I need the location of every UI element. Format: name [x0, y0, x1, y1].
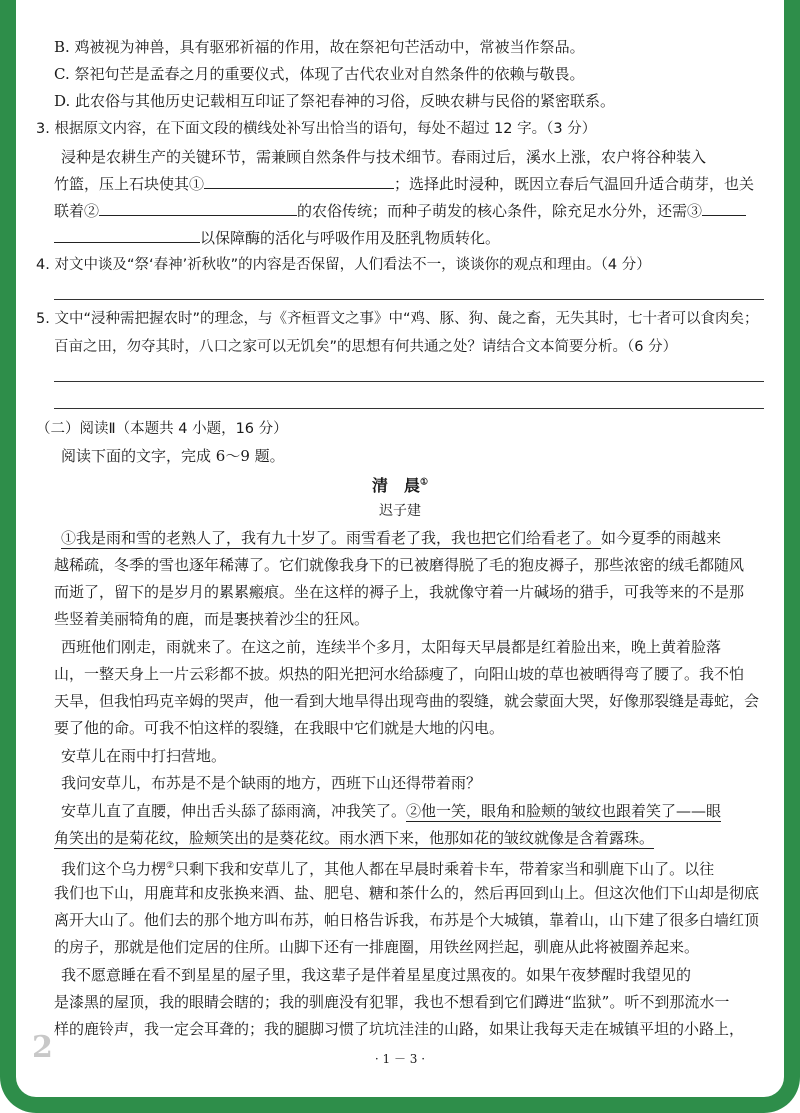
passage-p6-line-1: 我们这个乌力楞②只剩下我和安草儿了，其他人都在早晨时乘着卡车，带着家当和驯鹿下山了。以往: [61, 860, 715, 878]
underlined-sentence-1: ①我是雨和雪的老熟人了，我有九十岁了。雨雪看老了我，我也把它们给看老了。: [61, 529, 602, 547]
passage-p2-line-1: 西班他们刚走，雨就来了。在这之前，连续半个多月，太阳每天早晨都是红着脸出来，晚上黄着脸落: [61, 638, 722, 656]
answer-line-q5-1[interactable]: [54, 381, 764, 382]
q3-text-4: 以保障酶的活化与呼吸作用及胚乳物质转化。: [200, 229, 501, 247]
passage-p1-line-3: 而逝了，留下的是岁月的累累瘢痕。坐在这样的褥子上，我就像守着一片碱场的猎手，可我等来的不是那: [54, 583, 745, 601]
option-c: C. 祭祀句芒是孟春之月的重要仪式，体现了古代农业对自然条件的依赖与敬畏。: [54, 65, 585, 83]
section-2-heading: （二）阅读Ⅱ（本题共 4 小题，16 分）: [36, 421, 288, 437]
passage-p5-line-1: 安草儿直了直腰，伸出舌头舔了舔雨滴，冲我笑了。②他一笑，眼角和脸颊的皱纹也跟着笑了——眼: [61, 802, 722, 820]
q3-text-2b: ；选择此时浸种，既因立春后气温回升适合萌芽，也关: [394, 175, 755, 193]
blank-3b[interactable]: [54, 228, 200, 243]
answer-line-q5-2[interactable]: [54, 408, 764, 409]
passage-p2-line-2: 山，一整天身上一片云彩都不披。炽热的阳光把河水给舔瘦了，向阳山坡的草也被晒得弯了腰了。我不怕: [54, 665, 745, 683]
question-5-line-1: 5. 文中“浸种需把握农时”的理念，与《齐桓晋文之事》中“鸡、豚、狗、彘之畜，无失其时，七十者可以食肉矣；: [36, 311, 759, 327]
question-3-line-2: [54, 173, 754, 195]
q3-text-2a: 竹篮，压上石块使其①: [54, 175, 205, 193]
passage-p6-line-2: 我们也下山，用鹿茸和皮张换来酒、盐、肥皂、糖和茶什么的，然后再回到山上。但这次他们下山却是彻底: [54, 884, 760, 902]
question-3-line-4: [54, 227, 500, 249]
passage-p1-line-2: 越稀疏，冬季的雪也逐年稀薄了。它们就像我身下的已被磨得脱了毛的狍皮褥子，那些浓密的绒毛都随风: [54, 556, 745, 574]
passage-title: 清 晨①: [371, 476, 429, 495]
q3-text-3b: 的农俗传统；而种子萌发的核心条件，除充足水分外，还需③: [297, 202, 703, 220]
passage-p7-line-2: 是漆黑的屋顶，我的眼睛会瞎的；我的驯鹿没有犯罪，我也不想看到它们蹲进“监狱”。听不到那流水一: [54, 993, 730, 1011]
passage-p6-line-4: 的房子，那就是他们定居的住所。山脚下还有一排鹿圈，用铁丝网拦起，驯鹿从此将被圈养起来。: [54, 938, 700, 956]
q3-text-3a: 联着②: [54, 202, 100, 220]
question-3-line-1: 浸种是农耕生产的关键环节，需兼顾自然条件与技术细节。春雨过后，溪水上涨，农户将谷种装入: [61, 148, 707, 166]
blank-2[interactable]: [99, 201, 297, 216]
question-3-stem: 3. 根据原文内容，在下面文段的横线处补写出恰当的语句，每处不超过 12 字。（3 分）: [36, 121, 597, 137]
blank-1[interactable]: [204, 174, 394, 189]
question-4-stem: 4. 对文中谈及“祭‘春神’祈秋收”的内容是否保留，人们看法不一，谈谈你的观点和理由。（4 分）: [36, 257, 651, 273]
section-2-instruction: 阅读下面的文字，完成 6～9 题。: [61, 447, 285, 465]
passage-p3: 安草儿在雨中打扫营地。: [61, 747, 227, 765]
question-3-line-3: [54, 200, 746, 222]
option-d: D. 此农俗与其他历史记载相互印证了祭祀春神的习俗，反映农耕与民俗的紧密联系。: [54, 92, 616, 110]
passage-p2-line-3: 天旱，但我怕玛克辛姆的哭声，他一看到大地旱得出现弯曲的裂缝，就会蒙面大哭，好像那裂缝是毒蛇，会: [54, 692, 760, 710]
answer-line-q4[interactable]: [54, 299, 764, 300]
passage-p4: 我问安草儿，布苏是不是个缺雨的地方，西班下山还得带着雨？: [61, 774, 482, 792]
page-number: · 1 － 3 ·: [374, 1052, 426, 1066]
underlined-sentence-2b: 角笑出的是菊花纹，脸颊笑出的是葵花纹。雨水洒下来，他那如花的皱纹就像是含着露珠。: [54, 829, 655, 847]
passage-p1-line-4: 些竖着美丽犄角的鹿，而是裹挟着沙尘的狂风。: [54, 610, 370, 628]
option-b: B. 鸡被视为神兽，具有驱邪祈福的作用，故在祭祀句芒活动中，常被当作祭品。: [54, 38, 585, 56]
passage-author: 迟子建: [379, 503, 421, 519]
footnote-mark-2: ②: [166, 861, 175, 871]
passage-p6-line-3: 离开大山了。他们去的那个地方叫布苏，帕日格告诉我，布苏是个大城镇，靠着山，山下建了很多白墙红顶: [54, 911, 760, 929]
passage-p7-line-3: 样的鹿铃声，我一定会耳聋的；我的腿脚习惯了坑坑洼洼的山路，如果让我每天走在城镇平坦的小路上，: [54, 1020, 745, 1038]
passage-p1-line-1: ①我是雨和雪的老熟人了，我有九十岁了。雨雪看老了我，我也把它们给看老了。如今夏季的雨越来: [61, 529, 722, 547]
passage-p2-line-4: 要了他的命。可我不怕这样的裂缝，在我眼中它们就是大地的闪电。: [54, 719, 505, 737]
corner-page-number: 2: [32, 1030, 53, 1065]
question-5-line-2: 百亩之田，勿夺其时，八口之家可以无饥矣”的思想有何共通之处？请结合文本简要分析。（6 分）: [54, 339, 678, 355]
underlined-sentence-2a: ②他一笑，眼角和脸颊的皱纹也跟着笑了——眼: [406, 802, 722, 820]
passage-p5-line-2: [54, 827, 654, 849]
exam-page: [24, 0, 776, 1090]
passage-p7-line-1: 我不愿意睡在看不到星星的屋子里，我这辈子是伴着星星度过黑夜的。如果午夜梦醒时我望见的: [61, 966, 692, 984]
title-footnote-mark: ①: [419, 477, 429, 488]
blank-3a[interactable]: [702, 201, 746, 216]
